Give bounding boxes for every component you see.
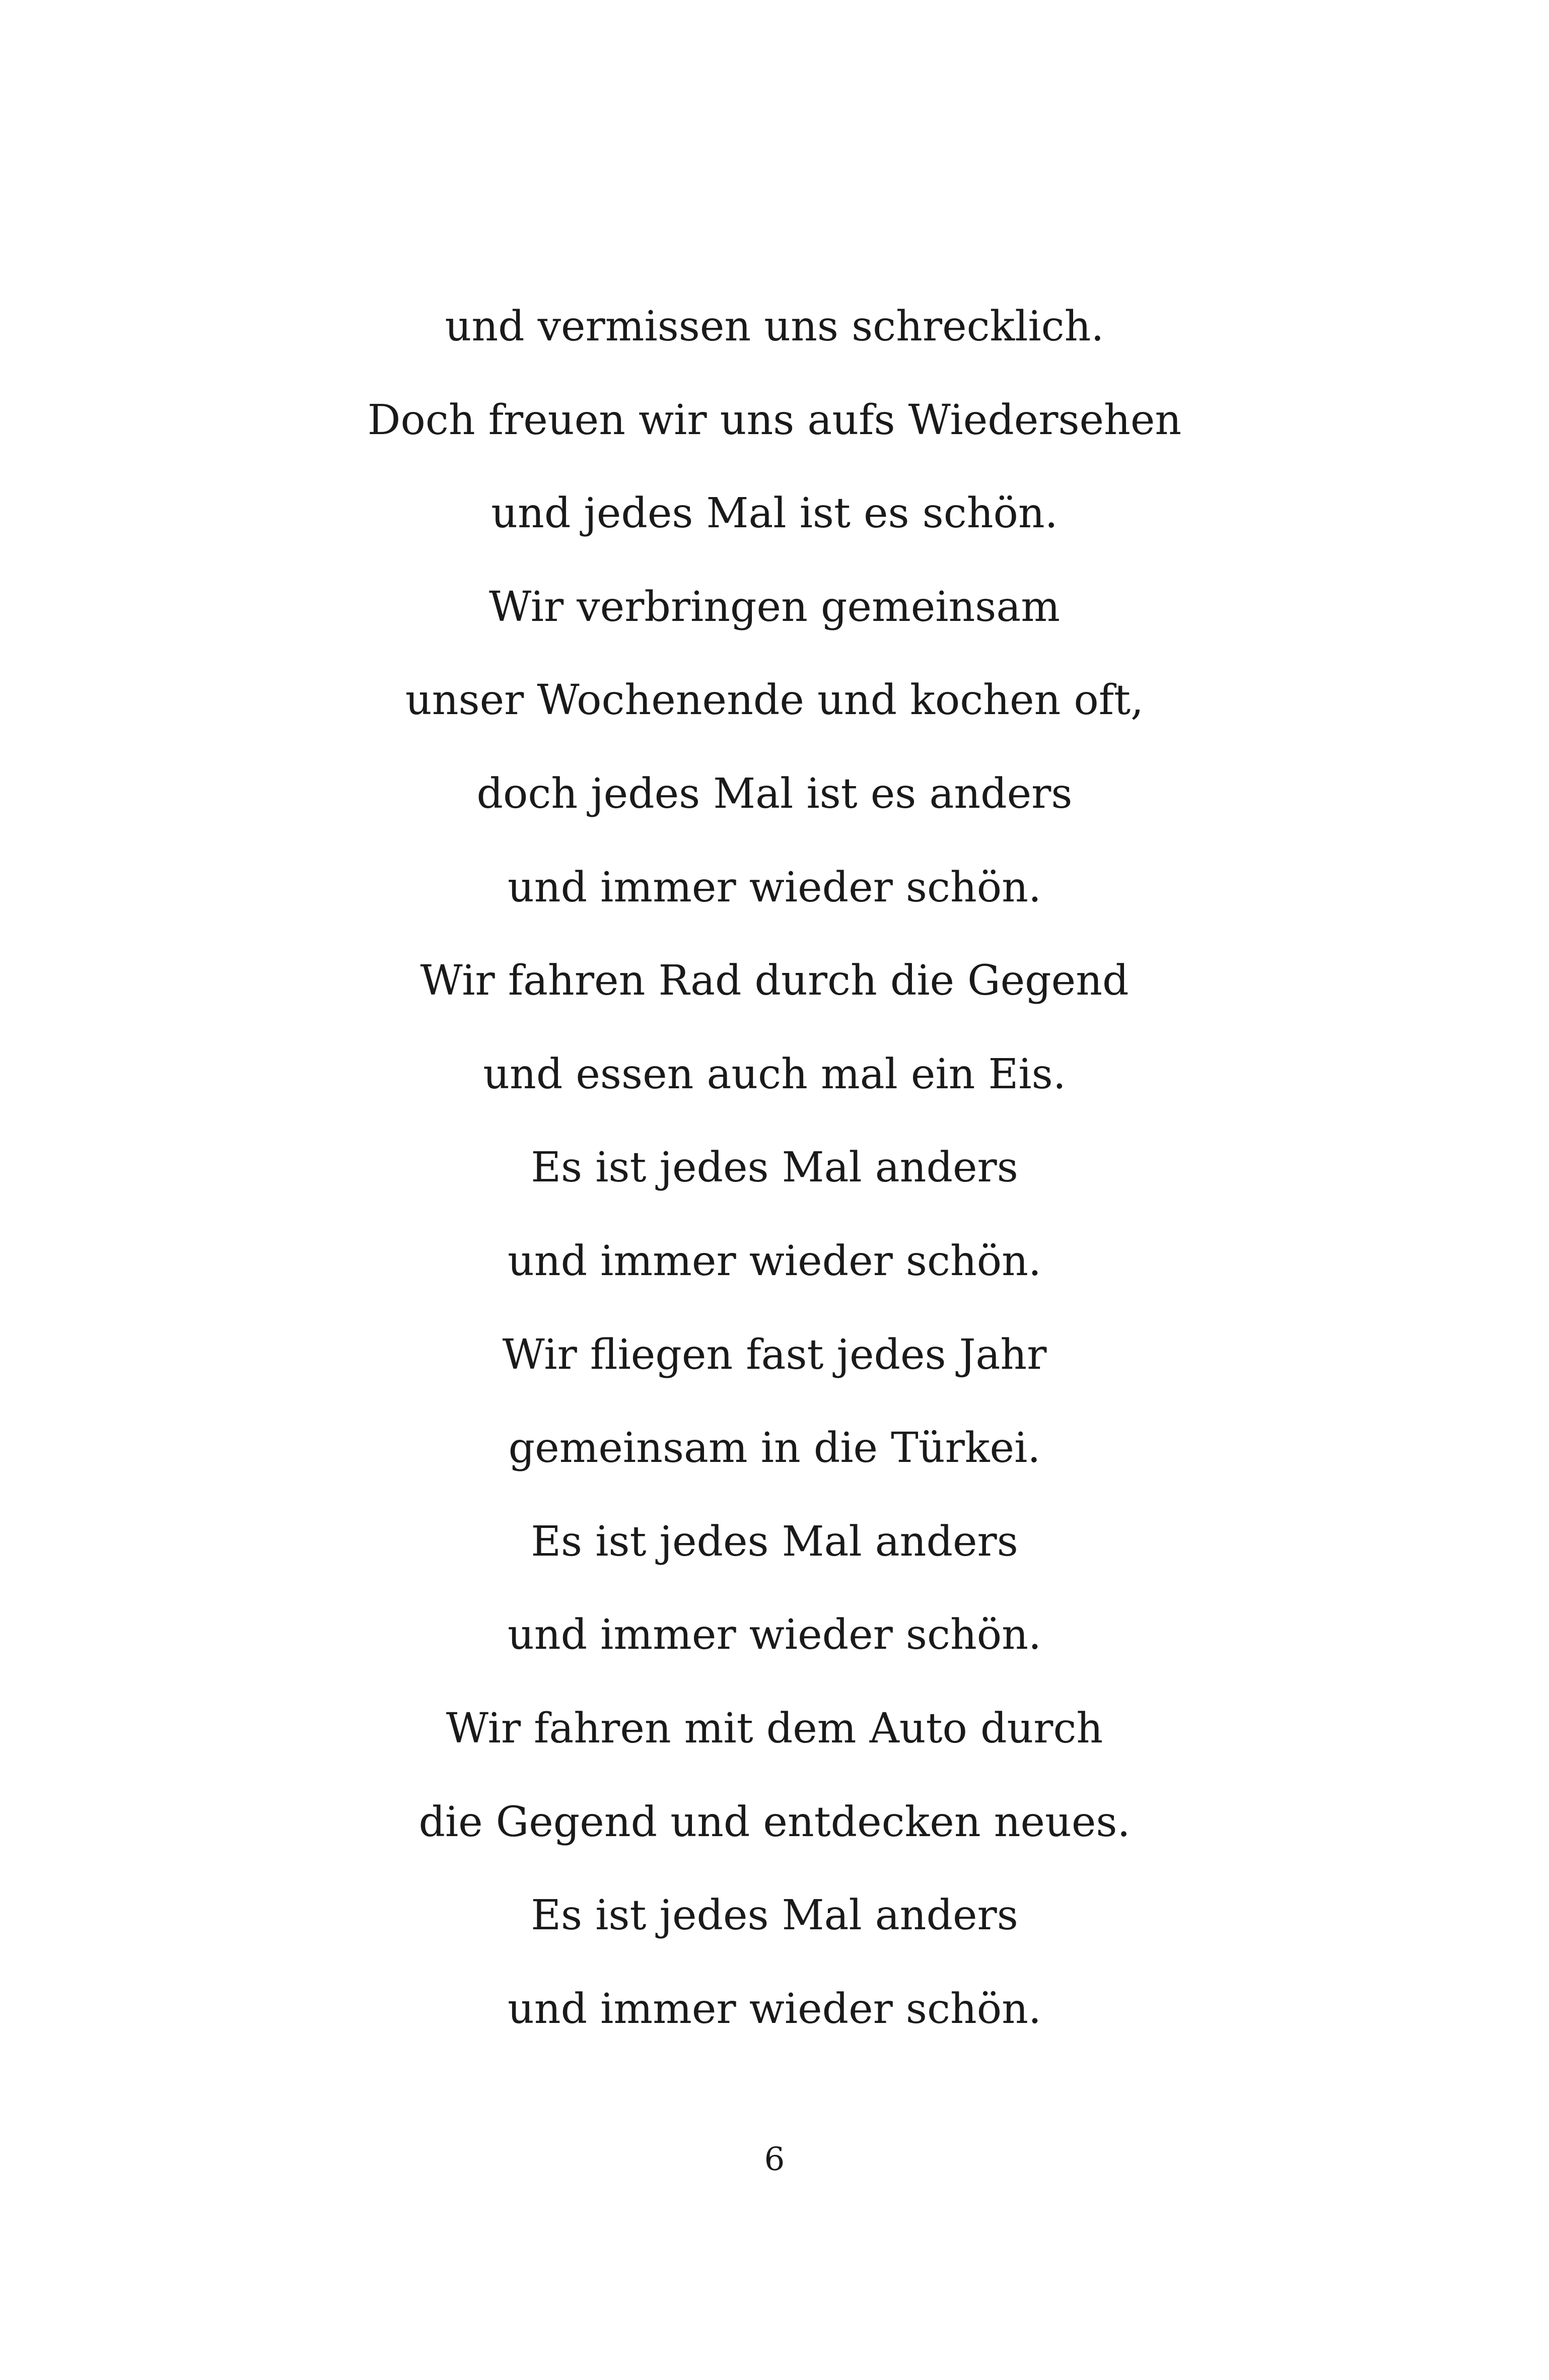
poem-line: und immer wieder schön. bbox=[508, 863, 1041, 912]
poem-line: und immer wieder schön. bbox=[508, 1611, 1041, 1659]
poem-line: und vermissen uns schrecklich. bbox=[445, 303, 1104, 351]
poem-line: Wir fahren Rad durch die Gegend bbox=[420, 957, 1129, 1005]
poem-line: doch jedes Mal ist es anders bbox=[476, 769, 1073, 818]
poem-line: und essen auch mal ein Eis. bbox=[483, 1050, 1066, 1098]
poem-line: unser Wochenende und kochen oft, bbox=[405, 676, 1144, 725]
poem-line: die Gegend und entdecken neues. bbox=[418, 1798, 1131, 1846]
poem-line: Es ist jedes Mal anders bbox=[531, 1517, 1018, 1566]
poem-line: Wir fliegen fast jedes Jahr bbox=[502, 1331, 1047, 1379]
poem-line: Wir verbringen gemeinsam bbox=[488, 583, 1061, 631]
poem-line: Es ist jedes Mal anders bbox=[531, 1144, 1018, 1192]
poem-line: gemeinsam in die Türkei. bbox=[508, 1424, 1041, 1473]
poem-line: Es ist jedes Mal anders bbox=[531, 1892, 1018, 1940]
poem-line: Wir fahren mit dem Auto durch bbox=[446, 1704, 1103, 1753]
poem-line: und immer wieder schön. bbox=[508, 1237, 1041, 1285]
poem-text bbox=[0, 299, 1549, 2074]
poem-line: und immer wieder schön. bbox=[508, 1985, 1041, 2033]
poem-line: Doch freuen wir uns aufs Wiedersehen bbox=[367, 396, 1182, 444]
poem-line: und jedes Mal ist es schön. bbox=[491, 489, 1058, 538]
page-number: 6 bbox=[764, 2141, 785, 2178]
